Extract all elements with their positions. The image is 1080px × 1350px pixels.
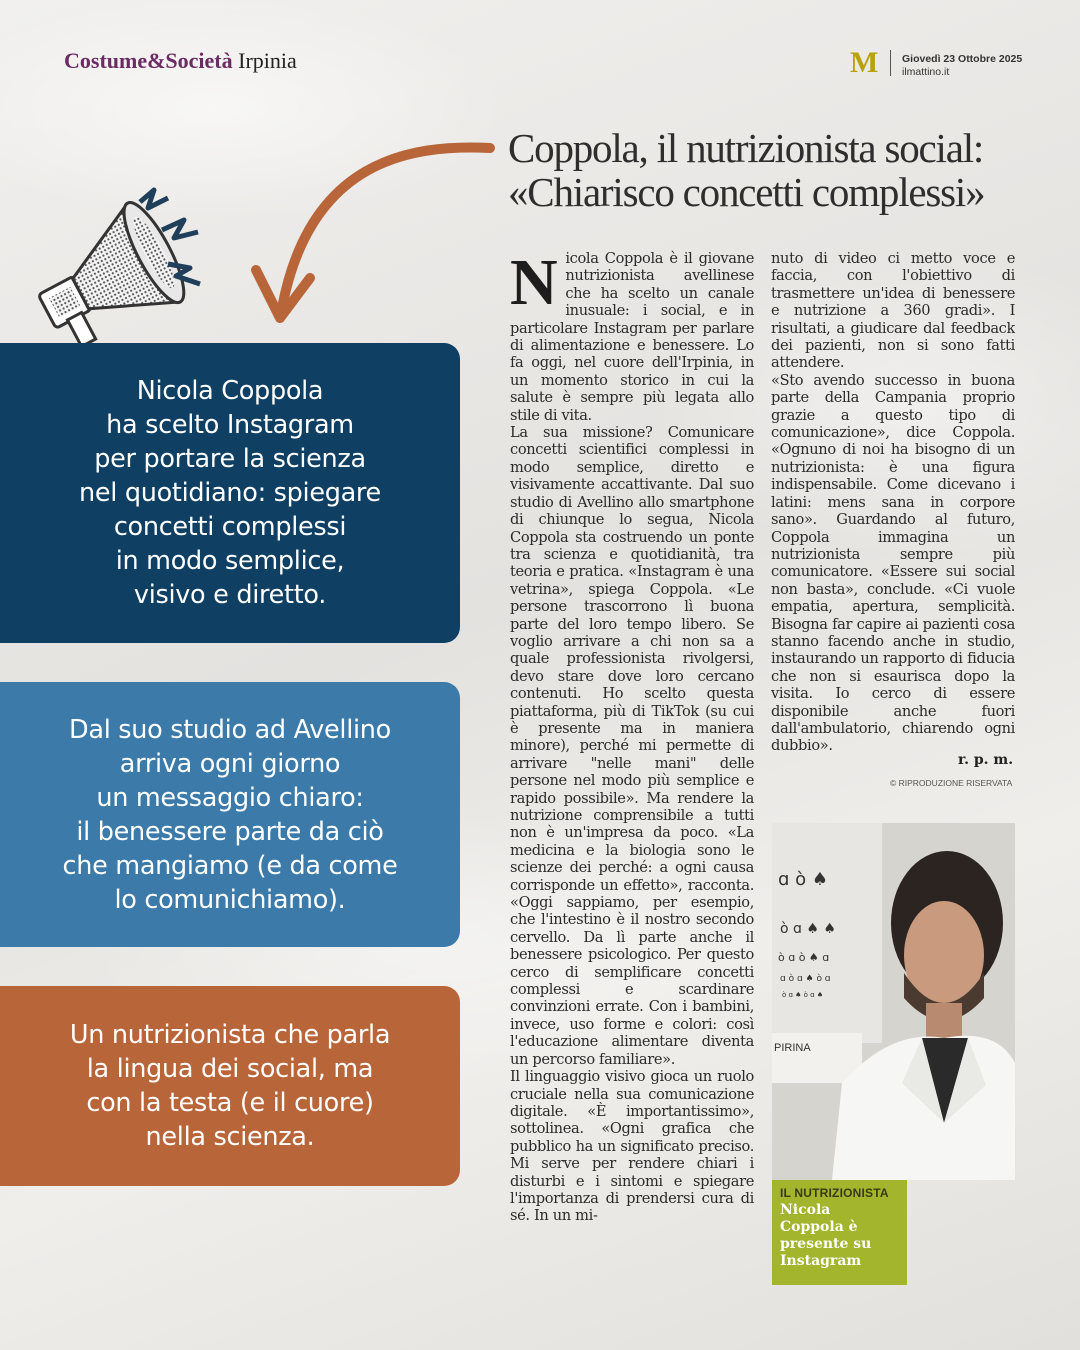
section-title-main: Costume&Società [64, 48, 233, 73]
box-line: il benessere parte da ciò [76, 816, 384, 847]
article-column-2 [771, 250, 1015, 765]
box-line: arriva ogni giorno [119, 748, 341, 779]
highlight-box-2 [0, 682, 460, 947]
highlight-box-1 [0, 343, 460, 643]
caption-text: Nicola Coppola è presente su Instagram [780, 1202, 872, 1269]
box-line: in modo semplice, [115, 546, 345, 576]
box-line: concetti complessi [113, 512, 347, 542]
newspaper-site: ilmattino.it [902, 66, 950, 78]
photo-caption [772, 1180, 907, 1285]
newspaper-logo: M [850, 46, 879, 79]
nutritionist-portrait [772, 823, 1015, 1180]
box-line: la lingua dei social, ma [86, 1054, 374, 1084]
box-line: con la testa (e il cuore) [86, 1088, 374, 1118]
box-line: ha scelto Instagram [106, 410, 354, 440]
box-line: nel quotidiano: spiegare [79, 478, 381, 508]
author-signature: r. p. m. [958, 752, 1014, 768]
photo-sign-text: PIRINA [774, 1042, 811, 1054]
box-line: visivo e diretto. [133, 580, 327, 610]
box-line: lo comunichiamo). [114, 884, 346, 915]
article-paragraph: Il linguaggio visivo gioca un ruolo cruciale nella sua comunicazione digitale. «È importantissimo», sottolinea. «Ogni grafica che pubblico ha un significato preciso. Mi serve per rendere chiari i disturbi e i sintomi e spiegare l'importanza di prendersi cura di sé. In un mi- [510, 1068, 754, 1225]
article-paragraph: «Sto avendo successo in buona parte della Campania proprio grazie a questo tipo di comunicazione», dice Coppola. «Ognuno di noi ha bisogno di un nutrizionista: è una figura indispensabile. Come dicevano i latini: mens sana in corpore sano». Guardando al futuro, Coppola immagina un nutrizionista sempre più comunicatore. «Essere sui social non basta», conclude. «Ci vuole empatia, apertura, semplicità. Bisogna far capire ai pazienti cosa stanno facendo anche in studio, instaurando un rapporto di fiducia che non si esaurisca dopo la visita. Io cerco di essere disponibile anche fuori dall'ambulatorio, chiarendo ogni dubbio». [771, 371, 1015, 755]
svg-text:ò ɑ ♠ ò ɑ ♠: ò ɑ ♠ ò ɑ ♠ [782, 991, 824, 999]
box-line: per portare la scienza [94, 444, 366, 474]
article-headline [508, 126, 1028, 214]
curved-arrow-icon [240, 130, 500, 340]
eye-chart [778, 869, 836, 999]
logo-divider [890, 50, 891, 76]
headline-line-2: «Chiarisco concetti complessi» [508, 169, 985, 215]
box-line: un messaggio chiaro: [96, 782, 364, 813]
copyright-notice: © RIPRODUZIONE RISERVATA [890, 778, 1013, 788]
svg-text:ɑ ò ɑ ♠ ò ɑ: ɑ ò ɑ ♠ ò ɑ [780, 974, 831, 984]
box-line: che mangiamo (e da come [62, 850, 398, 881]
section-title-sub: Irpinia [232, 48, 297, 73]
drop-cap: N [510, 250, 558, 319]
highlight-box-3 [0, 986, 460, 1186]
box-line: Nicola Coppola [136, 376, 324, 406]
article-photo [772, 823, 1015, 1180]
svg-text:ò ɑ ♠ ♠: ò ɑ ♠ ♠ [780, 921, 836, 937]
box-line: nella scienza. [145, 1122, 315, 1152]
megaphone-icon [28, 172, 228, 362]
box-line: Dal suo studio ad Avellino [69, 714, 391, 745]
issue-date: Giovedì 23 Ottobre 2025 [902, 53, 1023, 65]
box-line: Un nutrizionista che parla [69, 1020, 391, 1050]
article-paragraph: La sua missione? Comunicare concetti scientifici complessi in modo semplice, diretto e visivamente accattivante. Dal suo studio di Avellino allo smartphone di chiunque lo segua, Nicola Coppola sta costruendo un ponte tra scienza e quotidianità, tra teoria e pratica. «Instagram è una vetrina», spiega Coppola. «Le persone trascorrono lì buona parte del loro tempo libero. Se voglio arrivare a chi non sa a quale professionista rivolgersi, devo stare dove loro cercano contenuti. Ho scelto questa piattaforma, più di TikTok (su cui è presente ma in maniera minore), perché mi permette di arrivare "nelle mani" delle persone nel modo più semplice e rapido possibile». Ma rendere la nutrizione comprensibile a tutti non è un'impresa da poco. «La medicina e la biologia sono le scienze dei perché: a ogni causa corrisponde un effetto», racconta. «Oggi sappiamo, per esempio, che l'intestino è il nostro secondo cervello. Da lì parte anche il benessere psicologico. Per questo cerco di semplificare concetti complessi e scardinare convinzioni errate. Con i bambini, invece, uso forme e colori: così l'educazione alimentare diventa un percorso familiare». [510, 424, 754, 1068]
section-title [64, 48, 297, 74]
article-column-1 [510, 250, 754, 1290]
article-paragraph: nuto di video ci metto voce e faccia, con l'obiettivo di trasmettere un'idea di benessere e nutrizione a 360 gradi». I risultati, a giudicare dal feedback dei pazienti, non si sono fatti attendere. [771, 250, 1015, 372]
headline-line-1: Coppola, il nutrizionista social: [508, 125, 984, 171]
article-paragraph: icola Coppola è il giovane nutrizionista avellinese che ha scelto un canale inusuale: i social, e in particolare Instagram per parlare di alimentazione e benessere. Lo fa oggi, nel cuore dell'Irpinia, in un momento storico in cui la salute è sempre più legata allo stile di vita. [510, 250, 754, 424]
svg-text:ɑ ò ♠: ɑ ò ♠ [778, 869, 829, 890]
svg-text:ò ɑ ò ♠ ɑ: ò ɑ ò ♠ ɑ [778, 951, 830, 964]
caption-kicker: IL NUTRIZIONISTA [780, 1186, 889, 1200]
